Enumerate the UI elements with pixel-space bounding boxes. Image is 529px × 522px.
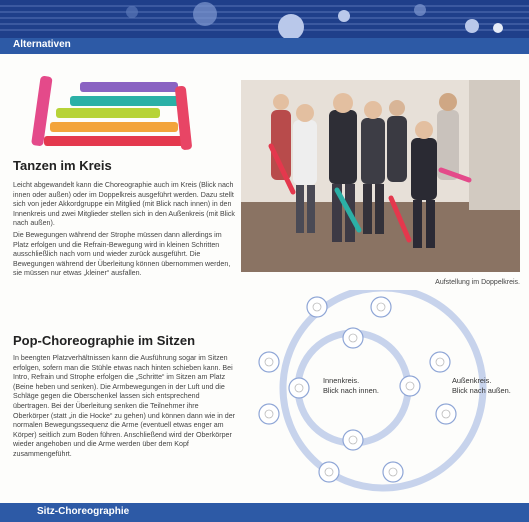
- outer-circle-label: [452, 376, 511, 395]
- inner-circle-label-line: Innenkreis.: [323, 376, 360, 385]
- dance-formation-photo: [241, 80, 520, 272]
- header-decoration: [0, 0, 529, 40]
- section-body-pop-choreographie: [13, 354, 235, 462]
- page-header-band: [0, 0, 529, 40]
- inner-circle-label-line: Blick nach innen.: [323, 385, 379, 395]
- paragraph: In beengten Platzverhältnissen kann die Ausführung sogar im Sitzen erfolgen, sofern man die Stühle etwas nach hinten schieben kann. Bei Intro, Refrain und Strophe erfolgen die „Schritte“ im Sitzen am Platz (Beine heben und senken). Die Armbewegungen in der Luft und die Schläge gegen die Oberschenkel lassen sich entsprechend übertragen. Bei der Überleitung senken die Teilnehmer ihre Oberkörper (statt „in die Hocke“ zu gehen) und können dann wie in der normalen Bewegungssequenz die Arme (eventuell etwas enger am Körper) seitlich zum Boden führen. Anschließend wird der Oberkörper wieder angehoben und die Arme werden über dem Kopf zusammengeführt.: [13, 354, 236, 458]
- section-heading-pop-choreographie: Pop-Choreographie im Sitzen: [13, 333, 196, 348]
- photo-caption: Aufstellung im Doppelkreis.: [435, 279, 520, 286]
- outer-circle-label-line: Blick nach außen.: [452, 385, 511, 395]
- section-header: [0, 38, 529, 54]
- boomwhacker-tubes-illustration: [30, 70, 200, 160]
- outer-circle-label-line: Außenkreis.: [452, 376, 492, 385]
- section-title: Alternativen: [13, 39, 71, 50]
- inner-circle-label: [323, 376, 379, 395]
- section-heading-tanzen-im-kreis: Tanzen im Kreis: [13, 158, 112, 173]
- section-body-tanzen-im-kreis: [13, 181, 235, 281]
- paragraph: Leicht abgewandelt kann die Choreographie auch im Kreis (Blick nach innen oder außen) oder im Doppelkreis ausgeführt werden. Dazu stellt sich von jeder Akkordgruppe ein Mitglied (mit Blick nach innen) in den Innenkreis und zwei Mitglieder stellen sich in den Außenkreis (mit Blick nach außen).: [13, 181, 235, 228]
- footer-section-title: Sitz-Choreographie: [37, 506, 130, 517]
- footer-section-header: [0, 503, 529, 522]
- paragraph: Die Bewegungen während der Strophe müssen dann allerdings im Platz erfolgen und die Refrain-Bewegung wird in kleinen Schritten ausschließlich nach vorn und wieder zurück ausgeführt. Die Bewegungen während der Überleitung können übernommen werden, sie müssen nur etwas „kleiner“ ausfallen.: [13, 230, 231, 278]
